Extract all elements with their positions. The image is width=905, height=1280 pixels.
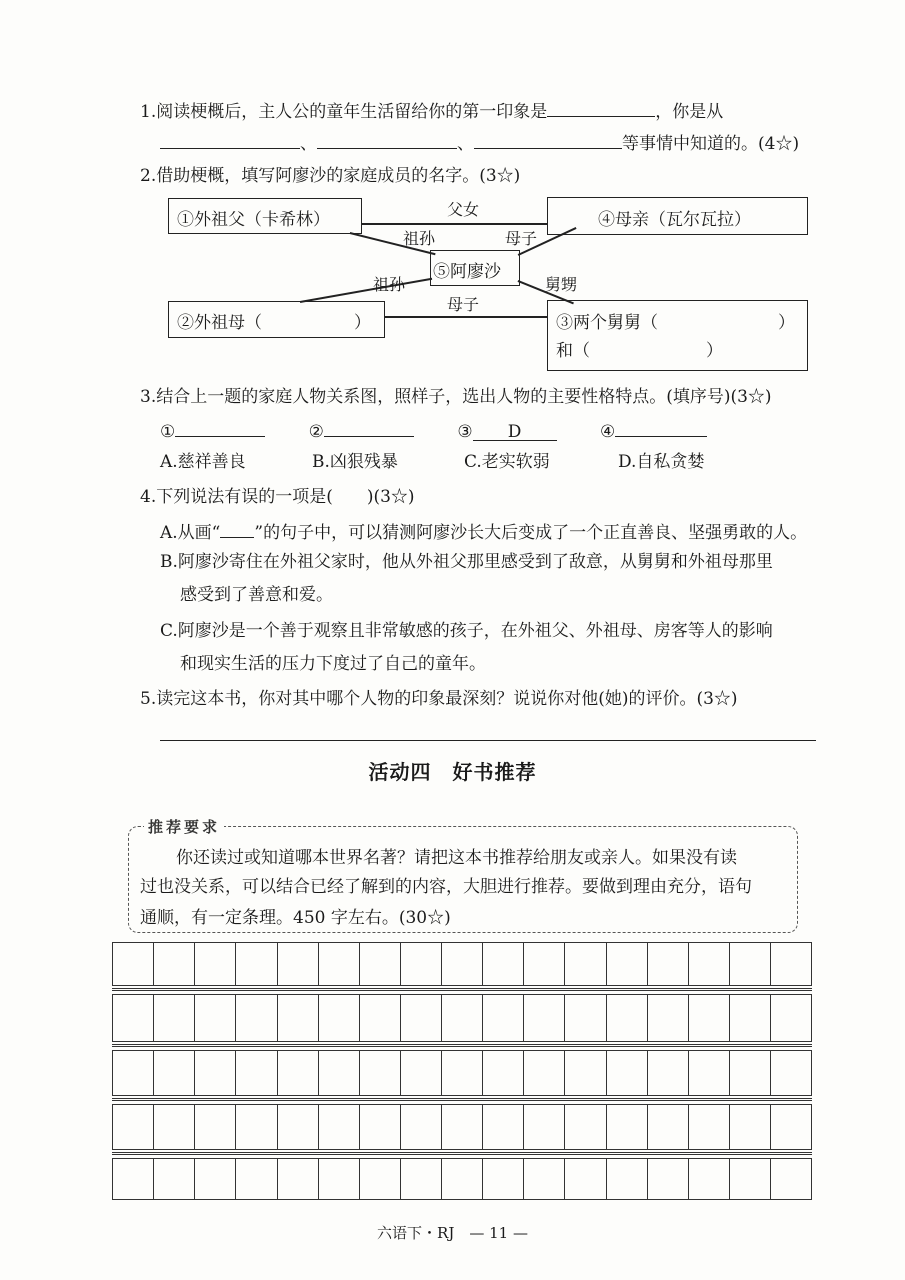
slot-4-answer[interactable]: [615, 416, 707, 437]
q4-option-a: [160, 517, 807, 545]
rel-grandmother-grandson: 祖孙: [373, 275, 406, 294]
slot-3-label: ③: [457, 422, 473, 442]
slot-2-answer[interactable]: [324, 416, 414, 437]
box-uncles: [547, 300, 808, 371]
box-grandmother: [168, 301, 385, 338]
q1-sep-2: 、: [457, 134, 474, 154]
q4-option-b-line1: B.阿廖沙寄住在外祖父家时，他从外祖父那里感受到了敌意，从舅舅和外祖母那里: [160, 552, 773, 572]
grandmother-suffix: ）: [354, 313, 371, 333]
grid-row-separator: [112, 1152, 812, 1155]
uncles-prefix: ③两个舅舅（: [556, 313, 658, 333]
line-mother-son-bottom: [385, 316, 548, 318]
q2-title: 2.借助梗概，填写阿廖沙的家庭成员的名字。(3☆): [140, 166, 521, 186]
q4-option-b-line2: 感受到了善意和爱。: [180, 585, 333, 605]
slot-1-answer[interactable]: [175, 416, 265, 437]
q3-title: 3.结合上一题的家庭人物关系图，照样子，选出人物的主要性格特点。(填序号)(3☆): [140, 387, 772, 407]
grid-row[interactable]: [112, 1158, 812, 1200]
grid-row[interactable]: [112, 994, 812, 1042]
option-b: B.凶狠残暴: [312, 452, 398, 472]
aliosha-label: ⑤阿廖沙: [433, 262, 501, 282]
option-d: D.自私贪婪: [618, 452, 705, 472]
line-father-daughter: [362, 223, 548, 225]
q1-event-blank-3[interactable]: [474, 128, 622, 149]
box-aliosha: [430, 250, 520, 286]
activity-title: 活动四 好书推荐: [368, 760, 537, 784]
option-a: A.慈祥善良: [160, 452, 246, 472]
slot-1-label: ①: [160, 422, 176, 442]
option-c: C.老实软弱: [464, 452, 550, 472]
q1-impression-blank[interactable]: [547, 96, 655, 117]
uncles-suffix: ）: [778, 313, 795, 333]
line-grandmother-grandson: [300, 278, 432, 303]
slot-4-label: ④: [599, 422, 616, 442]
q1-sep-1: 、: [300, 134, 317, 154]
slot-2-label: ②: [308, 422, 324, 442]
q4-option-c-line2: 和现实生活的压力下度过了自己的童年。: [180, 654, 486, 674]
q3-slots: [160, 416, 707, 444]
grid-row[interactable]: [112, 1104, 812, 1150]
grid-row-separator: [112, 1044, 812, 1047]
rel-father-daughter: 父女: [447, 200, 480, 219]
grid-row[interactable]: [112, 1050, 812, 1096]
q4-title: 4.下列说法有误的一项是( )(3☆): [140, 487, 415, 507]
q5-answer-line[interactable]: [160, 740, 816, 741]
q4-a-suffix: ”的句子中，可以猜测阿廖沙长大后变成了一个正直善良、坚强勇敢的人。: [254, 523, 808, 543]
q1-line2-end: 等事情中知道的。(4☆): [622, 134, 800, 154]
box-mother: [547, 197, 808, 235]
q1-line2: [160, 128, 799, 156]
grandmother-prefix: ②外祖母（: [177, 313, 262, 333]
rel-mother-son-top: 母子: [505, 229, 538, 248]
mother-label: ④母亲（瓦尔瓦拉）: [598, 210, 751, 230]
q5-title: 5.读完这本书，你对其中哪个人物的印象最深刻？说说你对他(她)的评价。(3☆): [140, 689, 738, 709]
q1-text-end: ，你是从: [655, 102, 724, 122]
page-footer: 六语下・RJ — 11 —: [377, 1224, 528, 1242]
q1-event-blank-1[interactable]: [160, 128, 300, 149]
requirement-line2: 过也没关系，可以结合已经了解到的内容，大胆进行推荐。要做到理由充分，语句: [140, 877, 752, 897]
grid-row[interactable]: [112, 942, 812, 986]
requirement-line1: 你还读过或知道哪本世界名著？请把这本书推荐给朋友或亲人。如果没有读: [176, 848, 737, 868]
slot-3-answer[interactable]: D: [473, 420, 557, 441]
rel-mother-son-bottom: 母子: [447, 295, 480, 314]
grandfather-label: ①外祖父（卡希林）: [177, 210, 330, 230]
q4-option-c-line1: C.阿廖沙是一个善于观察且非常敏感的孩子，在外祖父、外祖母、房客等人的影响: [160, 621, 773, 641]
grid-row-separator: [112, 1098, 812, 1101]
q3-options: [160, 450, 704, 474]
q4-a-underline-mark: [220, 517, 254, 538]
box-grandfather: [168, 198, 362, 234]
q4-a-prefix: A.从画“: [160, 523, 221, 543]
requirement-line3: 通顺，有一定条理。450 字左右。(30☆): [140, 908, 451, 928]
q1-event-blank-2[interactable]: [317, 128, 457, 149]
uncles-line2: [556, 337, 807, 365]
q1-text: 1.阅读梗概后，主人公的童年生活留给你的第一印象是: [140, 102, 548, 122]
rel-uncle-nephew: 舅甥: [545, 275, 578, 294]
q1-line1: [140, 96, 723, 124]
requirement-label: 推荐要求: [144, 816, 224, 837]
rel-grandfather-grandson: 祖孙: [403, 229, 436, 248]
uncles-line1: [556, 309, 807, 337]
uncles-line2-prefix: 和（: [556, 341, 590, 361]
grid-row-separator: [112, 988, 812, 991]
uncles-line2-suffix: ）: [706, 341, 723, 361]
